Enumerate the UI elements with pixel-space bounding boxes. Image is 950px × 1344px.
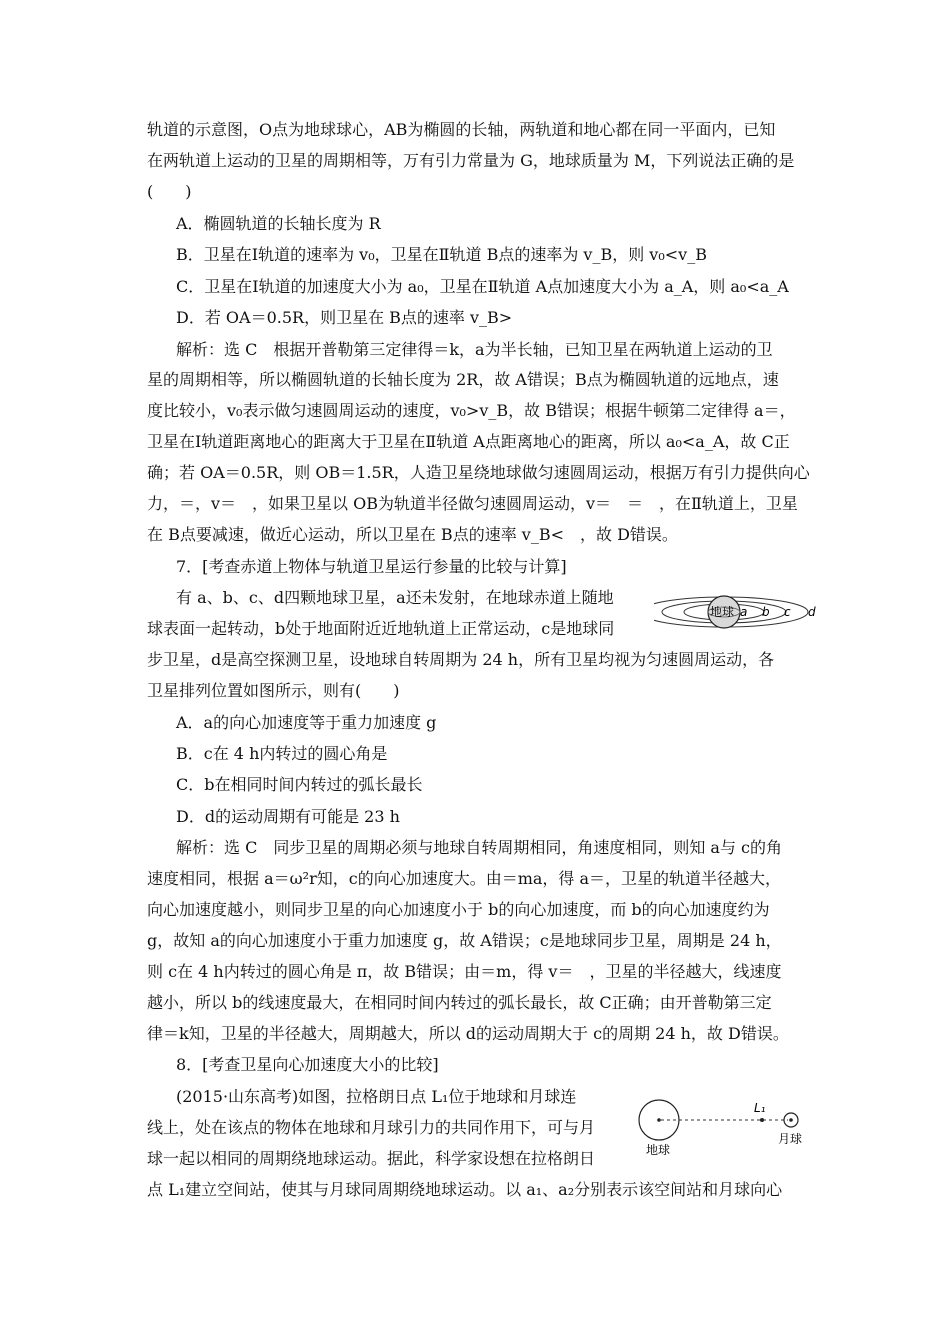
- analysis-text: 向心加速度越小，则同步卫星的向心加速度小于 b的向心加速度，而 b的向心加速度约为: [147, 900, 770, 919]
- question-text: (2015·山东高考)如图，拉格朗日点 L₁位于地球和月球连: [176, 1087, 577, 1106]
- analysis-text: 速度相同，根据 a＝ω²r知，c的向心加速度大。由＝ma，得 a＝，卫星的轨道半径越大，: [147, 869, 782, 888]
- question-text: 线上，处在该点的物体在地球和月球引力的共同作用下，可与月: [147, 1118, 596, 1137]
- satellite-a-label: a: [740, 605, 748, 619]
- satellite-d-label: d: [808, 605, 816, 619]
- option-a: A．a的向心加速度等于重力加速度 g: [176, 713, 437, 732]
- option-b: B．c在 4 h内转过的圆心角是: [176, 744, 388, 763]
- analysis-text: 则 c在 4 h内转过的圆心角是 π，故 B错误；由＝m，得 v＝ ，卫星的半径越大，线速度: [147, 962, 782, 981]
- analysis-text: 解析：选 C 根据开普勒第三定律得＝k，a为半长轴，已知卫星在两轨道上运动的卫: [176, 340, 773, 359]
- l1-point: [760, 1118, 764, 1122]
- question-heading: 8．[考查卫星向心加速度大小的比较]: [176, 1055, 439, 1074]
- analysis-text: 在 B点要减速，做近心运动，所以卫星在 B点的速率 v_B< ，故 D错误。: [147, 525, 678, 544]
- earth-label: 地球: [646, 1143, 671, 1157]
- analysis-text: 力，＝，v＝ ，如果卫星以 OB为轨道半径做匀速圆周运动，v＝ ＝ ，在Ⅱ轨道上，卫星: [147, 494, 798, 513]
- satellite-orbit-figure: [654, 587, 824, 637]
- lagrange-point-figure: [638, 1088, 818, 1158]
- analysis-text: 律＝k知，卫星的半径越大，周期越大，所以 d的运动周期大于 c的周期 24 h，故 D错误。: [147, 1024, 789, 1043]
- option-b: B．卫星在Ⅰ轨道的速率为 v₀，卫星在Ⅱ轨道 B点的速率为 v_B，则 v₀<v_B: [176, 245, 707, 264]
- option-d: D．d的运动周期有可能是 23 h: [176, 807, 400, 826]
- earth-label: 地球: [710, 605, 735, 619]
- analysis-text: 确；若 OA＝0.5R，则 OB＝1.5R，人造卫星绕地球做匀速圆周运动，根据万有引力提供向心: [147, 463, 810, 482]
- analysis-text: 越小，所以 b的线速度最大，在相同时间内转过的弧长最长，故 C正确；由开普勒第三定: [147, 993, 772, 1012]
- option-c: C．b在相同时间内转过的弧长最长: [176, 775, 423, 794]
- question-text: 卫星排列位置如图所示，则有( ): [147, 681, 400, 700]
- analysis-text: 解析：选 C 同步卫星的周期必须与地球自转周期相同，角速度相同，则知 a与 c的角: [176, 838, 783, 857]
- l1-label: L₁: [754, 1101, 766, 1115]
- question-text: 点 L₁建立空间站，使其与月球同周期绕地球运动。以 a₁、a₂分别表示该空间站和月球向心: [147, 1180, 783, 1199]
- text-line: 在两轨道上运动的卫星的周期相等，万有引力常量为 G，地球质量为 M，下列说法正确的是: [147, 151, 795, 170]
- text-line: ( ): [147, 182, 192, 201]
- analysis-text: 星的周期相等，所以椭圆轨道的长轴长度为 2R，故 A错误；B点为椭圆轨道的远地点，速: [147, 370, 779, 389]
- analysis-text: 卫星在Ⅰ轨道距离地心的距离大于卫星在Ⅱ轨道 A点距离地心的距离，所以 a₀<a_A，故 C正: [147, 432, 790, 451]
- text-line: 轨道的示意图，O点为地球球心，AB为椭圆的长轴，两轨道和地心都在同一平面内，已知: [147, 120, 776, 139]
- question-text: 有 a、b、c、d四颗地球卫星，a还未发射，在地球赤道上随地: [176, 588, 614, 607]
- option-d: D．若 OA＝0.5R，则卫星在 B点的速率 v_B>: [176, 308, 513, 327]
- question-text: 步卫星，d是高空探测卫星，设地球自转周期为 24 h，所有卫星均视为匀速圆周运动，各: [147, 650, 775, 669]
- moon-label: 月球: [778, 1132, 803, 1146]
- question-heading: 7．[考查赤道上物体与轨道卫星运行参量的比较与计算]: [176, 557, 567, 576]
- satellite-c-label: c: [784, 605, 791, 619]
- question-text: 球一起以相同的周期绕地球运动。据此，科学家设想在拉格朗日: [147, 1149, 596, 1168]
- satellite-b-label: b: [762, 605, 770, 619]
- analysis-text: g，故知 a的向心加速度小于重力加速度 g，故 A错误；c是地球同步卫星，周期是 24 h，: [147, 931, 782, 950]
- option-a: A．椭圆轨道的长轴长度为 R: [176, 214, 381, 233]
- option-c: C．卫星在Ⅰ轨道的加速度大小为 a₀，卫星在Ⅱ轨道 A点加速度大小为 a_A，则 a₀<a_A: [176, 277, 789, 296]
- question-text: 球表面一起转动，b处于地面附近近地轨道上正常运动，c是地球同: [147, 619, 615, 638]
- analysis-text: 度比较小，v₀表示做匀速圆周运动的速度，v₀>v_B，故 B错误；根据牛顿第二定律得 a＝，: [147, 401, 796, 420]
